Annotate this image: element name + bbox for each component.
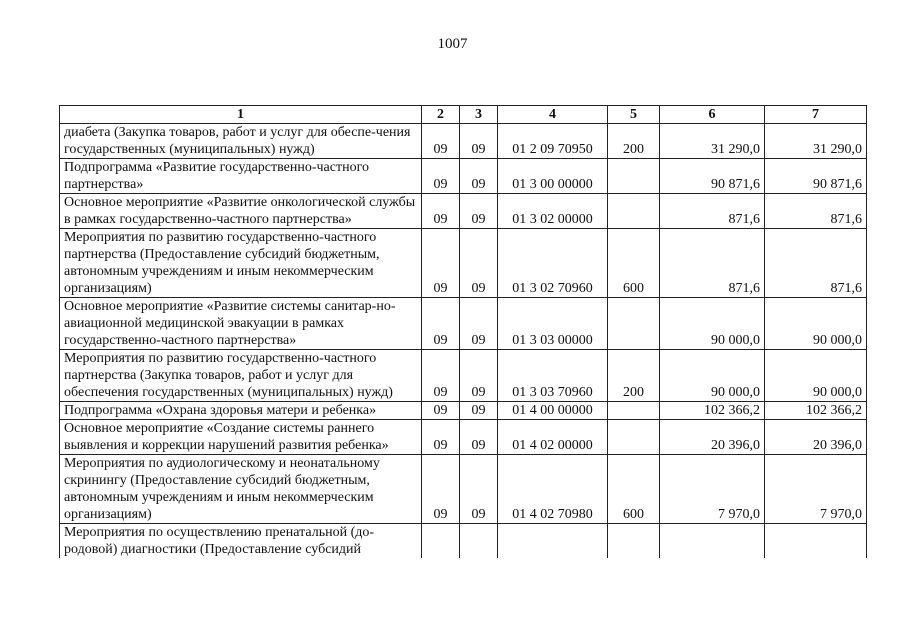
cell-amount-total: 90 000,0 (765, 298, 867, 350)
cell-subsection: 09 (460, 350, 498, 402)
cell-section: 09 (422, 159, 460, 194)
table-row (60, 350, 867, 402)
table-row (60, 402, 867, 420)
cell-target-code (498, 524, 608, 559)
column-header: 4 (498, 106, 608, 124)
cell-target-code: 01 4 02 00000 (498, 420, 608, 455)
cell-subsection: 09 (460, 229, 498, 298)
cell-amount-total: 871,6 (765, 229, 867, 298)
cell-amount: 90 000,0 (660, 298, 765, 350)
cell-amount: 7 970,0 (660, 455, 765, 524)
cell-expense-type (608, 159, 660, 194)
cell-target-code: 01 3 02 00000 (498, 194, 608, 229)
cell-amount-total: 90 000,0 (765, 350, 867, 402)
column-header: 6 (660, 106, 765, 124)
cell-subsection: 09 (460, 455, 498, 524)
table-row (60, 159, 867, 194)
cell-expense-type: 600 (608, 229, 660, 298)
cell-expense-type: 200 (608, 124, 660, 159)
cell-amount-total: 102 366,2 (765, 402, 867, 420)
row-name: Мероприятия по осуществлению пренатальной (до-родовой) диагностики (Предоставление субсидий (60, 524, 422, 559)
cell-section: 09 (422, 350, 460, 402)
table-row (60, 455, 867, 524)
cell-expense-type: 600 (608, 455, 660, 524)
column-header: 7 (765, 106, 867, 124)
column-header: 2 (422, 106, 460, 124)
column-header: 1 (60, 106, 422, 124)
cell-subsection: 09 (460, 298, 498, 350)
cell-subsection: 09 (460, 402, 498, 420)
cell-target-code: 01 3 03 70960 (498, 350, 608, 402)
cell-expense-type (608, 524, 660, 559)
cell-subsection: 09 (460, 194, 498, 229)
cell-amount: 102 366,2 (660, 402, 765, 420)
cell-amount: 20 396,0 (660, 420, 765, 455)
cell-amount-total: 871,6 (765, 194, 867, 229)
row-name: Основное мероприятие «Создание системы раннего выявления и коррекции нарушений развития ребенка» (60, 420, 422, 455)
cell-amount: 90 000,0 (660, 350, 765, 402)
column-header: 5 (608, 106, 660, 124)
cell-subsection: 09 (460, 420, 498, 455)
row-name: Подпрограмма «Охрана здоровья матери и ребенка» (60, 402, 422, 420)
table-row (60, 229, 867, 298)
cell-expense-type: 200 (608, 350, 660, 402)
cell-subsection: 09 (460, 124, 498, 159)
cell-amount-total: 20 396,0 (765, 420, 867, 455)
cell-amount: 31 290,0 (660, 124, 765, 159)
cell-expense-type (608, 194, 660, 229)
cell-section: 09 (422, 229, 460, 298)
table-row (60, 524, 867, 559)
cell-amount-total: 7 970,0 (765, 455, 867, 524)
row-name: Мероприятия по развитию государственно-частного партнерства (Закупка товаров, работ и услуг для обеспечения государственных (муниципальных) нужд) (60, 350, 422, 402)
cell-amount: 871,6 (660, 229, 765, 298)
cell-target-code: 01 3 03 00000 (498, 298, 608, 350)
cell-target-code: 01 3 02 70960 (498, 229, 608, 298)
table-row (60, 194, 867, 229)
cell-section: 09 (422, 298, 460, 350)
cell-section: 09 (422, 420, 460, 455)
row-name: Основное мероприятие «Развитие онкологической службы в рамках государственно-частного партнерства» (60, 194, 422, 229)
cell-section (422, 524, 460, 559)
cell-amount: 871,6 (660, 194, 765, 229)
cell-section: 09 (422, 455, 460, 524)
cell-section: 09 (422, 402, 460, 420)
cell-target-code: 01 3 00 00000 (498, 159, 608, 194)
cell-subsection (460, 524, 498, 559)
cell-amount: 90 871,6 (660, 159, 765, 194)
row-name: диабета (Закупка товаров, работ и услуг для обеспе-чения государственных (муниципальных) нужд) (60, 124, 422, 159)
row-name: Мероприятия по аудиологическому и неонатальному скринингу (Предоставление субсидий бюджетным, автономным учреждениям и иным некоммерческим организациям) (60, 455, 422, 524)
budget-table (59, 105, 867, 558)
cell-section: 09 (422, 194, 460, 229)
cell-expense-type (608, 298, 660, 350)
cell-target-code: 01 2 09 70950 (498, 124, 608, 159)
cell-target-code: 01 4 00 00000 (498, 402, 608, 420)
cell-amount-total: 90 871,6 (765, 159, 867, 194)
cell-expense-type (608, 420, 660, 455)
cell-amount-total: 31 290,0 (765, 124, 867, 159)
cell-target-code: 01 4 02 70980 (498, 455, 608, 524)
cell-subsection: 09 (460, 159, 498, 194)
page-number: 1007 (437, 36, 468, 52)
cell-section: 09 (422, 124, 460, 159)
table-row (60, 420, 867, 455)
column-header: 3 (460, 106, 498, 124)
table-header-row (60, 106, 867, 124)
table-row (60, 298, 867, 350)
row-name: Мероприятия по развитию государственно-частного партнерства (Предоставление субсидий бюджетным, автономным учреждениям и иным некоммерческим организациям) (60, 229, 422, 298)
cell-amount (660, 524, 765, 559)
row-name: Основное мероприятие «Развитие системы санитар-но-авиационной медицинской эвакуации в рамках государственно-частного партнерства» (60, 298, 422, 350)
table-row (60, 124, 867, 159)
cell-expense-type (608, 402, 660, 420)
row-name: Подпрограмма «Развитие государственно-частного партнерства» (60, 159, 422, 194)
cell-amount-total (765, 524, 867, 559)
